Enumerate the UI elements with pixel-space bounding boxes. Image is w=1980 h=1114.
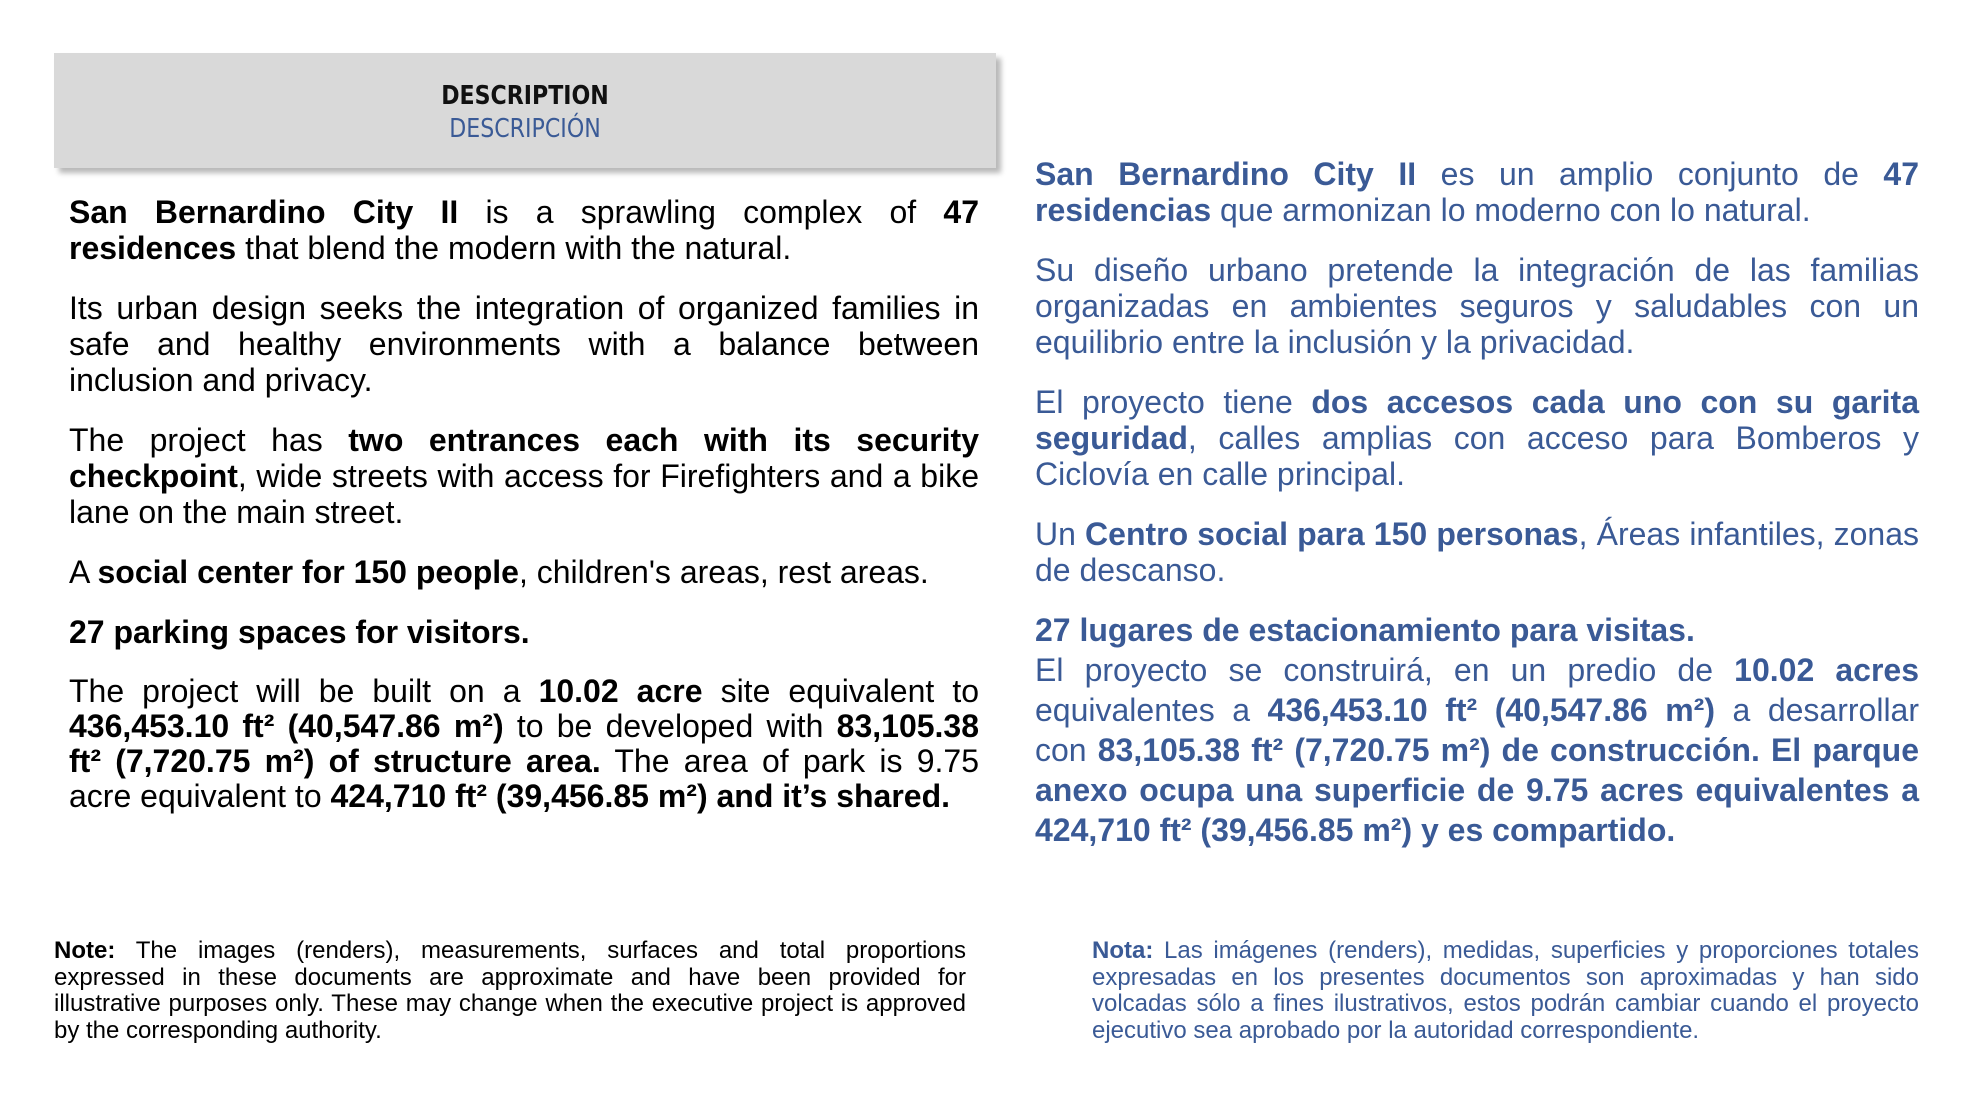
note-label-es: Nota:	[1092, 937, 1154, 964]
en-park-area: 424,710 ft² (39,456.85 m²) and it’s shared.	[330, 778, 951, 814]
en-text: that blend the modern with the natural.	[236, 230, 792, 266]
es-text: , calles amplias con acceso para Bomberos y Ciclovía en calle principal.	[1035, 420, 1919, 492]
en-residences: 47 residences	[69, 194, 979, 266]
es-social-center: Centro social para 150 personas	[1085, 516, 1579, 552]
es-structure-and-park-area: 83,105.38 ft² (7,720.75 m²) de construcción. El parque anexo ocupa una superficie de 9.75 acres equivalentes a 424,710 ft² (39,456.85 m²) y es compartido.	[1035, 732, 1920, 848]
note-english	[54, 938, 966, 1044]
es-paragraph-intro	[1035, 156, 1919, 228]
en-text: The area of park is 9.75 acre equivalent to	[69, 743, 980, 814]
en-text: The project has	[69, 422, 349, 458]
en-parking: 27 parking spaces for visitors.	[69, 614, 530, 650]
es-residences: 47 residencias	[1035, 156, 1920, 228]
en-social-center: social center for 150 people	[97, 554, 519, 590]
es-site-acres: 10.02 acres	[1734, 652, 1920, 688]
note-spanish	[1092, 938, 1919, 1044]
en-paragraph-social	[69, 554, 979, 590]
es-paragraph-social	[1035, 516, 1919, 588]
es-text: Su diseño urbano pretende la integración de las familias organizadas en ambientes seguros y saludables con un equilibrio entre la inclusión y la privacidad.	[1035, 252, 1919, 360]
en-text: is a sprawling complex of	[458, 194, 944, 230]
es-text: a desarrollar con	[1035, 692, 1920, 768]
es-text: Un	[1035, 516, 1086, 552]
en-entrances: two entrances each with its security checkpoint	[69, 422, 980, 494]
en-project-name: San Bernardino City II	[69, 194, 459, 230]
en-text: Its urban design seeks the integration of organized families in safe and healthy environments with a balance between inclusion and privacy.	[69, 290, 979, 398]
en-text: site equivalent to	[702, 673, 980, 709]
en-paragraph-intro	[69, 194, 979, 266]
es-text: equivalentes a	[1035, 692, 1268, 728]
es-text: El proyecto se construirá, en un predio de	[1035, 652, 1735, 688]
en-paragraph-area	[69, 674, 979, 814]
header-title-en: DESCRIPTION	[441, 81, 609, 111]
en-paragraph-parking	[69, 614, 979, 650]
es-text: que armonizan lo moderno con lo natural.	[1211, 192, 1811, 228]
en-text: The project will be built on a	[69, 673, 539, 709]
en-structure-area: 83,105.38 ft² (7,720.75 m²) of structure area.	[69, 708, 980, 779]
es-project-name: San Bernardino City II	[1035, 156, 1417, 192]
description-header	[54, 53, 996, 168]
es-text: es un amplio conjunto de	[1416, 156, 1884, 192]
es-entrances: dos accesos cada uno con su garita seguridad	[1035, 384, 1919, 456]
note-text-es: Las imágenes (renders), medidas, superficies y proporciones totales expresadas en los presentes documentos son aproximadas y han sido volcadas sólo a fines ilustrativos, estos podrán cambiar cuando el proyecto ejecutivo sea aprobado por la autoridad correspondiente.	[1092, 937, 1919, 1044]
en-site-area: 436,453.10 ft² (40,547.86 m²)	[69, 708, 504, 744]
header-title-es: DESCRIPCIÓN	[449, 114, 601, 144]
es-paragraph-area	[1035, 650, 1919, 850]
es-paragraph-design	[1035, 252, 1919, 360]
note-label-en: Note:	[54, 937, 116, 964]
es-text: El proyecto tiene	[1035, 384, 1312, 420]
en-paragraph-design	[69, 290, 979, 398]
es-site-area: 436,453.10 ft² (40,547.86 m²)	[1267, 692, 1715, 728]
es-text: , Áreas infantiles, zonas de descanso.	[1035, 516, 1920, 588]
es-paragraph-entrances	[1035, 384, 1919, 492]
en-text: to be developed with	[503, 708, 837, 744]
en-site-acres: 10.02 acre	[538, 673, 703, 709]
en-text: , children's areas, rest areas.	[518, 554, 929, 590]
spanish-column	[1035, 156, 1919, 874]
english-column	[69, 194, 979, 838]
en-paragraph-entrances	[69, 422, 979, 530]
es-parking: 27 lugares de estacionamiento para visitas.	[1035, 612, 1695, 648]
note-text-en: The images (renders), measurements, surfaces and total proportions expressed in these documents are approximate and have been provided for illustrative purposes only. These may change when the executive project is approved by the corresponding authority.	[54, 937, 966, 1044]
en-text: A	[69, 554, 98, 590]
es-paragraph-parking	[1035, 612, 1919, 648]
en-text: , wide streets with access for Firefighters and a bike lane on the main street.	[69, 458, 979, 530]
